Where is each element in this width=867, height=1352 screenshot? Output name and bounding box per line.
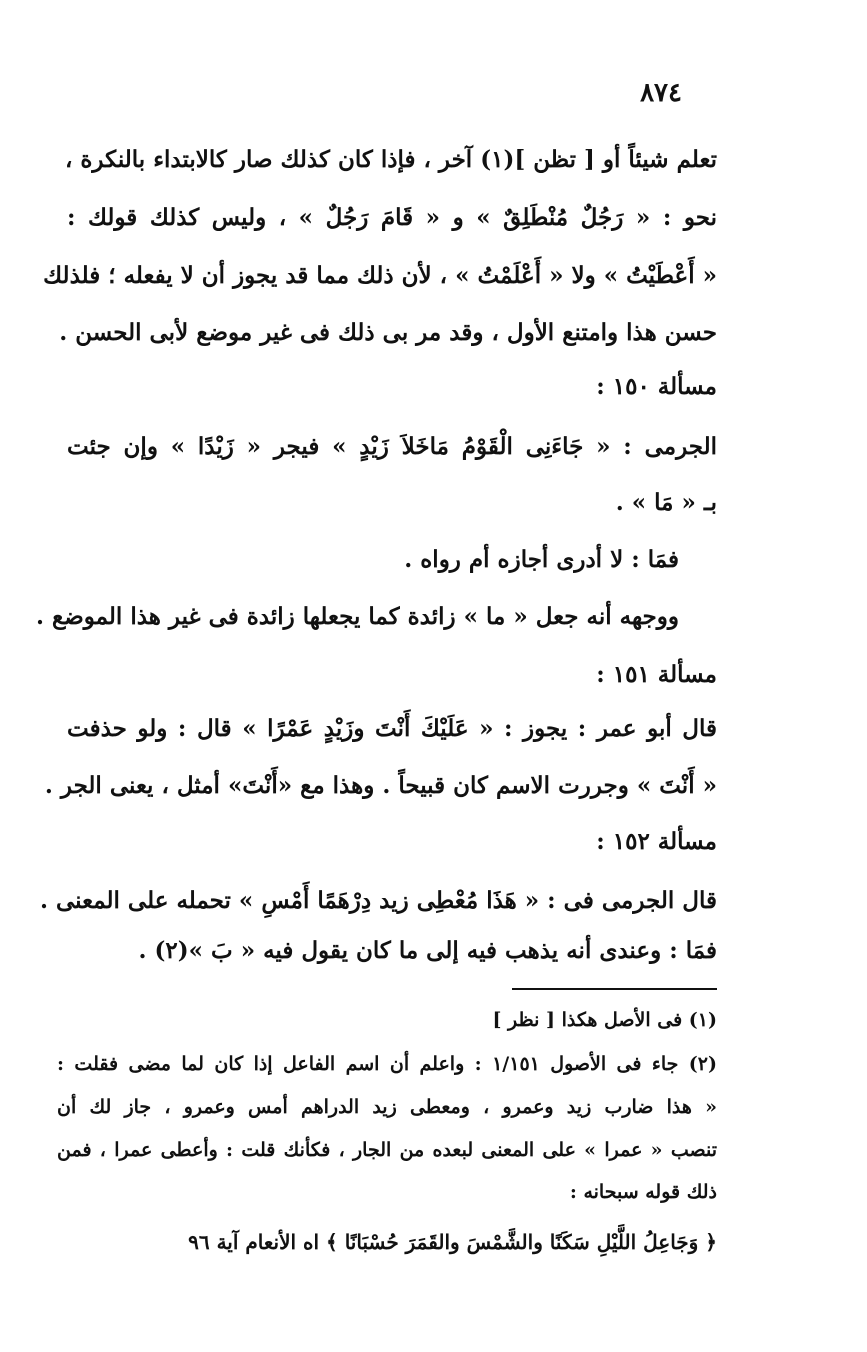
footnote-line: تنصب « عمرا » على المعنى لبعده من الجار ، فكأنك قلت : وأعطى عمرا ، فمن xyxy=(57,1139,717,1161)
body-line: قال الجرمى فى : « هَذَا مُعْطِى زيد دِرْهَمًا أَمْسِ » تحمله على المعنى . xyxy=(40,887,717,914)
body-line: فمَا : لا أدرى أجازه أم رواه . xyxy=(404,546,679,573)
body-line: « أَنْتَ » وجررت الاسم كان قبيحاً . وهذا مع «أَنْتَ» أمثل ، يعنى الجر . xyxy=(44,772,717,799)
footnote-line: ذلك قوله سبحانه : xyxy=(569,1181,717,1203)
body-line: بـ « مَا » . xyxy=(615,489,717,516)
footnote-line: (١) فى الأصل هكذا [ نظر ] xyxy=(492,1009,717,1031)
body-line: تعلم شيئاً أو [ تظن ](١) آخر ، فإذا كان كذلك صار كالابتداء بالنكرة ، xyxy=(64,146,717,173)
body-line: حسن هذا وامتنع الأول ، وقد مر بى ذلك فى غير موضع لأبى الحسن . xyxy=(59,319,717,346)
section-heading: مسألة ١٥٢ : xyxy=(596,828,717,855)
body-line: ووجهه أنه جعل « ما » زائدة كما يجعلها زائدة فى غير هذا الموضع . xyxy=(35,603,679,630)
body-line: « أَعْطَيْتُ » ولا « أَعْلَمْتُ » ، لأن ذلك مما قد يجوز أن لا يفعله ؛ فلذلك xyxy=(43,262,717,289)
body-line: نحو : « رَجُلٌ مُنْطَلِقٌ » و « قَامَ رَجُلٌ » ، وليس كذلك قولك : xyxy=(67,204,717,231)
body-line: فمَا : وعندى أنه يذهب فيه إلى ما كان يقول فيه « بَ »(٢) . xyxy=(138,937,717,964)
body-line: الجرمى : « جَاءَنِى الْقَوْمُ مَاخَلاَ زَيْدٍ » فيجر « زَيْدًا » وإن جئت xyxy=(67,433,717,460)
footnote-line: ﴿ وَجَاعِلُ اللَّيْلِ سَكَنًا والشَّمْسَ والقَمَرَ حُسْبَانًا ﴾ اه الأنعام آية ٩٦ xyxy=(188,1230,717,1254)
section-heading: مسألة ١٥١ : xyxy=(596,661,717,688)
footnote-line: (٢) جاء فى الأصول ١/١٥١ : واعلم أن اسم الفاعل إذا كان لما مضى فقلت : xyxy=(57,1053,717,1075)
section-heading: مسألة ١٥٠ : xyxy=(596,373,717,400)
footnote-separator xyxy=(512,988,717,990)
footnote-line: « هذا ضارب زيد وعمرو ، ومعطى زيد الدراهم أمس وعمرو ، جاز لك أن xyxy=(57,1096,717,1118)
page-number: ٨٧٤ xyxy=(640,78,682,108)
body-line: قال أبو عمر : يجوز : « عَلَيْكَ أَنْتَ وزَيْدٍ عَمْرًا » قال : ولو حذفت xyxy=(67,715,717,742)
